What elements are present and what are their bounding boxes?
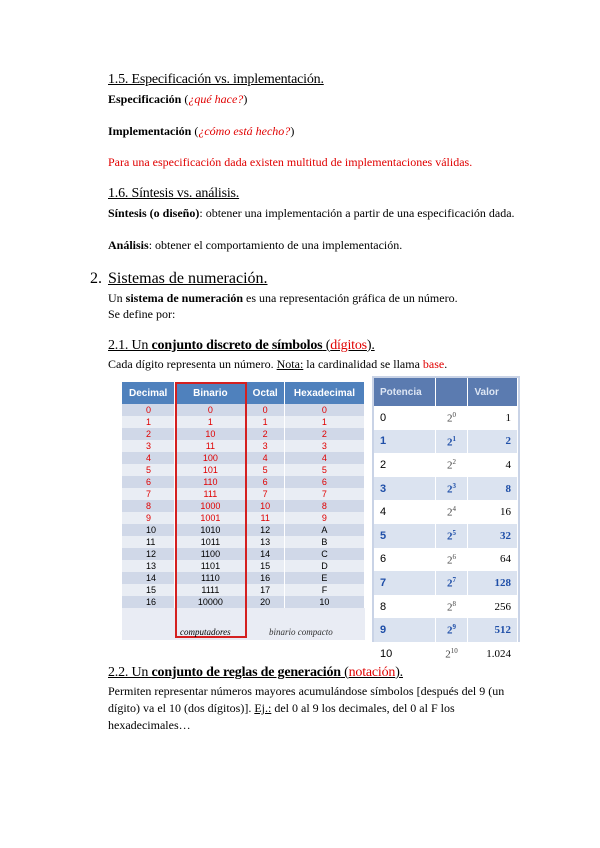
power-exponent: 8 <box>452 599 456 608</box>
cell-hex: A <box>284 524 364 536</box>
cell-power <box>435 477 468 501</box>
s22-h-b: conjunto de reglas de generación <box>151 665 341 680</box>
section-1-6-heading: 1.6. Síntesis vs. análisis. <box>108 186 240 201</box>
section-2-line2: Se define por: <box>108 307 176 321</box>
cell-decimal: 0 <box>122 404 175 416</box>
s22-h-a: 2.2. Un <box>108 665 152 680</box>
cell-valor: 128 <box>468 571 518 595</box>
cell-decimal: 3 <box>122 440 175 452</box>
spec-label: Especificación <box>108 92 182 106</box>
cell-binario: 11 <box>175 440 246 452</box>
cell-binario: 1010 <box>175 524 246 536</box>
cell-binario: 1001 <box>175 512 246 524</box>
cell-decimal: 7 <box>122 488 175 500</box>
power-base: 2 <box>447 436 453 449</box>
numbering-table <box>122 382 365 640</box>
table-row <box>374 430 518 454</box>
cell-binario: 110 <box>175 476 246 488</box>
section-2-1-heading <box>108 338 375 354</box>
table-row <box>374 595 518 619</box>
spec-question: ¿qué hace? <box>188 92 244 106</box>
analisis-line <box>108 238 402 253</box>
cell-decimal: 14 <box>122 572 175 584</box>
cell-hex: 6 <box>284 476 364 488</box>
cell-valor: 4 <box>468 453 518 477</box>
cell-potencia: 10 <box>374 642 435 666</box>
cell-valor: 1 <box>468 406 518 430</box>
table-row <box>374 406 518 430</box>
s2-text-a: Un <box>108 291 126 305</box>
power-exponent: 6 <box>452 552 456 561</box>
cell-valor: 64 <box>468 548 518 572</box>
col-valor: Valor <box>468 378 518 406</box>
cell-hex: 3 <box>284 440 364 452</box>
sintesis-label: Síntesis (o diseño) <box>108 206 200 220</box>
cell-potencia: 9 <box>374 618 435 642</box>
cell-hex: 4 <box>284 452 364 464</box>
cell-hex: E <box>284 572 364 584</box>
cell-octal: 5 <box>246 464 284 476</box>
cell-potencia: 5 <box>374 524 435 548</box>
table-row <box>374 642 518 666</box>
cell-power <box>435 524 468 548</box>
power-exponent: 3 <box>452 481 456 490</box>
cell-octal: 16 <box>246 572 284 584</box>
s21-t-note: Nota: <box>276 357 304 371</box>
cell-hex: 0 <box>284 404 364 416</box>
table-row <box>374 500 518 524</box>
analisis-label: Análisis <box>108 238 149 252</box>
cell-binario: 111 <box>175 488 246 500</box>
cell-binario: 101 <box>175 464 246 476</box>
s22-h-d: notación <box>348 665 396 680</box>
cell-hex: 9 <box>284 512 364 524</box>
cell-octal: 6 <box>246 476 284 488</box>
cell-binario: 10000 <box>175 596 246 608</box>
cell-decimal: 8 <box>122 500 175 512</box>
foot-binario-compacto: binario compacto <box>269 627 333 637</box>
cell-valor: 2 <box>468 430 518 454</box>
cell-octal: 17 <box>246 584 284 596</box>
section-2-2-heading <box>108 665 403 681</box>
s21-t-base: base <box>422 357 445 371</box>
cell-decimal: 1 <box>122 416 175 428</box>
power-base: 2 <box>447 483 453 496</box>
s21-t-c: . <box>444 357 448 371</box>
cell-hex: 5 <box>284 464 364 476</box>
cell-power <box>435 571 468 595</box>
powers-table-grid <box>374 378 518 666</box>
power-base: 2 <box>447 624 453 637</box>
table-row <box>374 548 518 572</box>
analisis-text: : obtener el comportamiento de una implementación. <box>148 238 403 252</box>
sintesis-text: : obtener una implementación a partir de una especificación dada. <box>199 206 515 220</box>
cell-power <box>435 618 468 642</box>
power-exponent: 2 <box>452 458 456 467</box>
s2-text-c: es una representación gráfica de un número. <box>243 291 458 305</box>
cell-hex: F <box>284 584 364 596</box>
table-row <box>374 524 518 548</box>
cell-valor: 256 <box>468 595 518 619</box>
power-base: 2 <box>447 601 453 614</box>
impl-line: Implementación (¿cómo está hecho?) <box>108 124 295 138</box>
s22-line1: Permiten representar números mayores acumulándose símbolos [después del 9 (un <box>108 684 505 698</box>
s21-h-b: conjunto discreto de símbolos <box>151 338 323 353</box>
col-decimal: Decimal <box>122 382 175 404</box>
cell-octal: 11 <box>246 512 284 524</box>
col-hexadecimal: Hexadecimal <box>284 382 364 404</box>
table-row <box>374 453 518 477</box>
cell-decimal: 11 <box>122 536 175 548</box>
cell-binario: 0 <box>175 404 246 416</box>
cell-octal: 14 <box>246 548 284 560</box>
sintesis-line <box>108 206 515 221</box>
cell-octal: 3 <box>246 440 284 452</box>
cell-octal: 12 <box>246 524 284 536</box>
cell-valor: 16 <box>468 500 518 524</box>
cell-decimal: 5 <box>122 464 175 476</box>
power-base: 2 <box>447 412 453 425</box>
s22-h-e: ). <box>395 665 403 680</box>
cell-decimal: 12 <box>122 548 175 560</box>
s22-l2-a: dígito) va el 10 (dos dígitos)]. <box>108 701 255 715</box>
cell-binario: 1011 <box>175 536 246 548</box>
cell-valor: 32 <box>468 524 518 548</box>
cell-binario: 1 <box>175 416 246 428</box>
cell-decimal: 16 <box>122 596 175 608</box>
s21-t-b: la cardinalidad se llama <box>303 357 423 371</box>
binario-highlight-box <box>175 382 247 638</box>
power-exponent: 4 <box>452 505 456 514</box>
cell-potencia: 0 <box>374 406 435 430</box>
cell-power <box>435 595 468 619</box>
cell-hex: 1 <box>284 416 364 428</box>
powers-table-header <box>374 378 518 406</box>
cell-potencia: 8 <box>374 595 435 619</box>
cell-power <box>435 430 468 454</box>
power-exponent: 10 <box>450 646 458 655</box>
cell-potencia: 3 <box>374 477 435 501</box>
cell-valor: 1.024 <box>468 642 518 666</box>
powers-table <box>372 376 520 661</box>
s21-h-c: ( <box>322 338 331 353</box>
power-base: 2 <box>447 577 453 590</box>
col-octal: Octal <box>246 382 284 404</box>
cell-hex: B <box>284 536 364 548</box>
section-2-1-text <box>108 357 447 372</box>
table-row <box>374 477 518 501</box>
cell-octal: 15 <box>246 560 284 572</box>
section-2-line1 <box>108 291 458 306</box>
power-base: 2 <box>447 530 453 543</box>
s22-line2 <box>108 701 455 716</box>
cell-octal: 2 <box>246 428 284 440</box>
cell-power <box>435 500 468 524</box>
spec-line: Especificación (¿qué hace?) <box>108 92 248 106</box>
cell-decimal: 15 <box>122 584 175 596</box>
power-base: 2 <box>447 507 453 519</box>
power-base: 2 <box>447 554 453 567</box>
cell-octal: 20 <box>246 596 284 608</box>
col-power <box>435 378 468 406</box>
cell-binario: 1000 <box>175 500 246 512</box>
cell-octal: 4 <box>246 452 284 464</box>
cell-potencia: 1 <box>374 430 435 454</box>
cell-hex: 8 <box>284 500 364 512</box>
cell-decimal: 10 <box>122 524 175 536</box>
s22-line3: hexadecimales… <box>108 718 191 732</box>
cell-hex: 2 <box>284 428 364 440</box>
cell-potencia: 6 <box>374 548 435 572</box>
power-exponent: 1 <box>452 434 456 443</box>
cell-hex: 10 <box>284 596 364 608</box>
power-exponent: 0 <box>452 410 456 419</box>
cell-binario: 1110 <box>175 572 246 584</box>
s21-h-a: 2.1. Un <box>108 338 152 353</box>
power-exponent: 5 <box>452 528 456 537</box>
cell-decimal: 2 <box>122 428 175 440</box>
impl-note: Para una especificación dada existen multitud de implementaciones válidas. <box>108 155 473 169</box>
section-1-5-heading: 1.5. Especificación vs. implementación. <box>108 72 324 87</box>
power-exponent: 9 <box>452 623 456 632</box>
cell-hex: D <box>284 560 364 572</box>
cell-decimal: 6 <box>122 476 175 488</box>
cell-potencia: 2 <box>374 453 435 477</box>
cell-valor: 512 <box>468 618 518 642</box>
cell-potencia: 4 <box>374 500 435 524</box>
cell-power <box>435 548 468 572</box>
cell-binario: 100 <box>175 452 246 464</box>
cell-power <box>435 642 468 666</box>
cell-power <box>435 406 468 430</box>
cell-decimal: 9 <box>122 512 175 524</box>
s21-h-d: dígitos <box>330 338 367 353</box>
s2-term: sistema de numeración <box>125 291 243 305</box>
cell-hex: 7 <box>284 488 364 500</box>
foot-computadores: computadores <box>180 627 231 637</box>
cell-binario: 1111 <box>175 584 246 596</box>
cell-decimal: 4 <box>122 452 175 464</box>
section-2-number: 2. <box>90 270 102 287</box>
col-binario: Binario <box>175 382 246 404</box>
s22-h-c: ( <box>340 665 349 680</box>
cell-octal: 1 <box>246 416 284 428</box>
power-base: 2 <box>447 459 453 472</box>
cell-octal: 7 <box>246 488 284 500</box>
section-2-heading: Sistemas de numeración. <box>108 270 268 287</box>
cell-potencia: 7 <box>374 571 435 595</box>
cell-binario: 1100 <box>175 548 246 560</box>
cell-binario: 10 <box>175 428 246 440</box>
cell-binario: 1101 <box>175 560 246 572</box>
cell-decimal: 13 <box>122 560 175 572</box>
s22-l2-ej: Ej.: <box>254 701 272 715</box>
s21-t-a: Cada dígito representa un número. <box>108 357 277 371</box>
cell-power <box>435 453 468 477</box>
col-potencia: Potencia <box>374 378 435 406</box>
power-base: 2 <box>445 648 451 661</box>
table-row <box>374 571 518 595</box>
cell-hex: C <box>284 548 364 560</box>
cell-octal: 13 <box>246 536 284 548</box>
cell-valor: 8 <box>468 477 518 501</box>
s22-l2-b: del 0 al 9 los decimales, del 0 al F los <box>271 701 455 715</box>
cell-octal: 10 <box>246 500 284 512</box>
impl-question: ¿cómo está hecho? <box>198 124 291 138</box>
impl-label: Implementación <box>108 124 192 138</box>
power-exponent: 7 <box>452 576 456 585</box>
cell-octal: 0 <box>246 404 284 416</box>
table-row <box>374 618 518 642</box>
s21-h-e: ). <box>366 338 375 353</box>
